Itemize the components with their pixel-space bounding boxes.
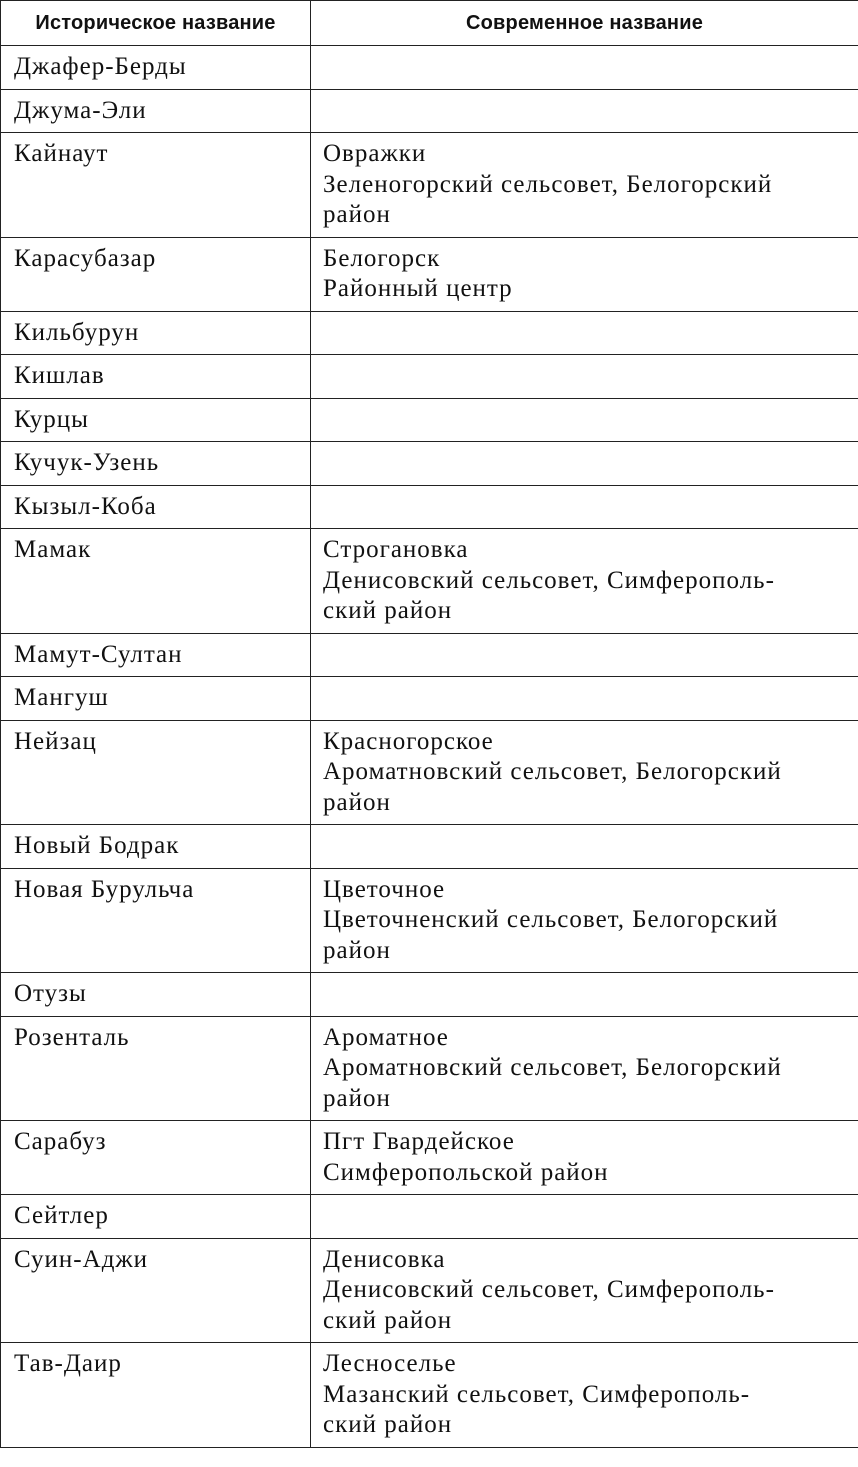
historical-name-cell [1, 973, 311, 1017]
modern-name-detail: Денисовский сельсовет, Симферополь- [323, 566, 775, 594]
modern-name: Лесноселье [323, 1350, 457, 1377]
modern-name: Белогорск [323, 244, 441, 272]
modern-name-detail: район [323, 201, 391, 228]
historical-name: Кызыл-Коба [14, 492, 157, 520]
historical-name: Розенталь [14, 1023, 130, 1051]
modern-name-cell [311, 1121, 858, 1195]
modern-name: Овражки [323, 140, 427, 167]
historical-name: Новая Бурульча [14, 875, 195, 903]
historical-name: Нейзац [14, 727, 97, 755]
modern-name-cell [311, 46, 858, 90]
historical-name-cell [1, 1195, 311, 1239]
historical-name: Сейтлер [14, 1202, 109, 1229]
historical-name: Мамак [14, 536, 92, 563]
modern-name: Пгт Гвардейское [323, 1128, 515, 1155]
historical-name-cell [1, 868, 311, 973]
historical-name-cell [1, 1121, 311, 1195]
table-row [1, 398, 858, 442]
historical-name-header: Историческое название [1, 1, 311, 46]
table-row [1, 677, 858, 721]
modern-name-cell [311, 633, 858, 677]
historical-name: Сарабуз [14, 1128, 107, 1155]
historical-name-cell [1, 398, 311, 442]
table-row [1, 1343, 858, 1448]
modern-name-cell [311, 868, 858, 973]
table-row [1, 485, 858, 529]
table-row [1, 529, 858, 634]
modern-name-cell [311, 529, 858, 634]
historical-name-cell [1, 825, 311, 869]
modern-name-detail: Мазанский сельсовет, Симферополь- [323, 1380, 751, 1408]
modern-name-detail: ский район [323, 1411, 453, 1438]
modern-name-cell [311, 1343, 858, 1448]
table-row [1, 89, 858, 133]
table-row [1, 1195, 858, 1239]
historical-name: Кильбурун [14, 318, 140, 346]
modern-name-cell [311, 311, 858, 355]
table-row [1, 973, 858, 1017]
historical-name: Новый Бодрак [14, 832, 180, 859]
historical-name: Кучук-Узень [14, 449, 160, 476]
modern-name-detail: район [323, 788, 391, 816]
table-body [1, 46, 858, 1448]
modern-name-detail: Денисовский сельсовет, Симферополь- [323, 1276, 775, 1303]
table-row [1, 720, 858, 825]
modern-name-cell [311, 133, 858, 238]
modern-name-cell [311, 355, 858, 399]
historical-name: Тав-Даир [14, 1350, 122, 1377]
table-row [1, 1121, 858, 1195]
historical-name-cell [1, 1238, 311, 1343]
modern-name-cell [311, 677, 858, 721]
historical-name: Отузы [14, 980, 87, 1007]
modern-name: Цветочное [323, 875, 446, 903]
modern-name: Красногорское [323, 727, 494, 755]
historical-name-cell [1, 355, 311, 399]
modern-name-detail: Ароматновский сельсовет, Белогорский [323, 1054, 782, 1081]
historical-name: Кайнаут [14, 140, 109, 167]
modern-name-cell [311, 973, 858, 1017]
modern-name-cell [311, 720, 858, 825]
modern-name-cell [311, 237, 858, 311]
modern-name-header: Современное название [311, 1, 858, 46]
table-row [1, 133, 858, 238]
historical-name-cell [1, 677, 311, 721]
modern-name-detail: Зеленогорский сельсовет, Белогорский [323, 170, 773, 198]
modern-name-detail: Симферопольской район [323, 1158, 609, 1186]
historical-name: Джума-Эли [14, 96, 147, 124]
historical-name-cell [1, 46, 311, 90]
historical-name-cell [1, 1016, 311, 1121]
table-row [1, 311, 858, 355]
historical-name: Мангуш [14, 684, 109, 711]
modern-name-cell [311, 398, 858, 442]
modern-name-cell [311, 442, 858, 486]
historical-name-cell [1, 89, 311, 133]
historical-name: Курцы [14, 405, 89, 433]
modern-name: Строгановка [323, 536, 469, 563]
table-row [1, 868, 858, 973]
table-row [1, 1016, 858, 1121]
modern-name-cell [311, 485, 858, 529]
table-row [1, 442, 858, 486]
modern-name-detail: Районный центр [323, 275, 513, 302]
modern-name-detail: ский район [323, 597, 453, 624]
modern-name-detail: район [323, 1084, 391, 1112]
historical-name: Джафер-Берды [14, 53, 187, 80]
table-row [1, 237, 858, 311]
header-row [1, 1, 858, 46]
modern-name-cell [311, 89, 858, 133]
historical-name-cell [1, 633, 311, 677]
historical-name-cell [1, 485, 311, 529]
modern-name-detail: Ароматновский сельсовет, Белогорский [323, 758, 782, 785]
historical-name-cell [1, 1343, 311, 1448]
historical-name-cell [1, 311, 311, 355]
modern-name: Денисовка [323, 1245, 446, 1273]
modern-name-cell [311, 1195, 858, 1239]
historical-name-cell [1, 133, 311, 238]
table-row [1, 633, 858, 677]
modern-name-detail: район [323, 936, 391, 964]
historical-name: Карасубазар [14, 244, 157, 272]
modern-name-detail: ский район [323, 1306, 453, 1334]
modern-name-cell [311, 825, 858, 869]
historical-name-cell [1, 529, 311, 634]
table-row [1, 46, 858, 90]
historical-name: Суин-Аджи [14, 1245, 149, 1273]
modern-name: Ароматное [323, 1023, 449, 1051]
historical-name: Кишлав [14, 362, 105, 389]
historical-name: Мамут-Султан [14, 640, 183, 668]
modern-name-cell [311, 1016, 858, 1121]
modern-name-detail: Цветочненский сельсовет, Белогорский [323, 906, 779, 933]
historical-name-cell [1, 720, 311, 825]
table-row [1, 1238, 858, 1343]
table-row [1, 355, 858, 399]
historical-name-cell [1, 442, 311, 486]
historical-name-cell [1, 237, 311, 311]
table-row [1, 825, 858, 869]
modern-name-cell [311, 1238, 858, 1343]
